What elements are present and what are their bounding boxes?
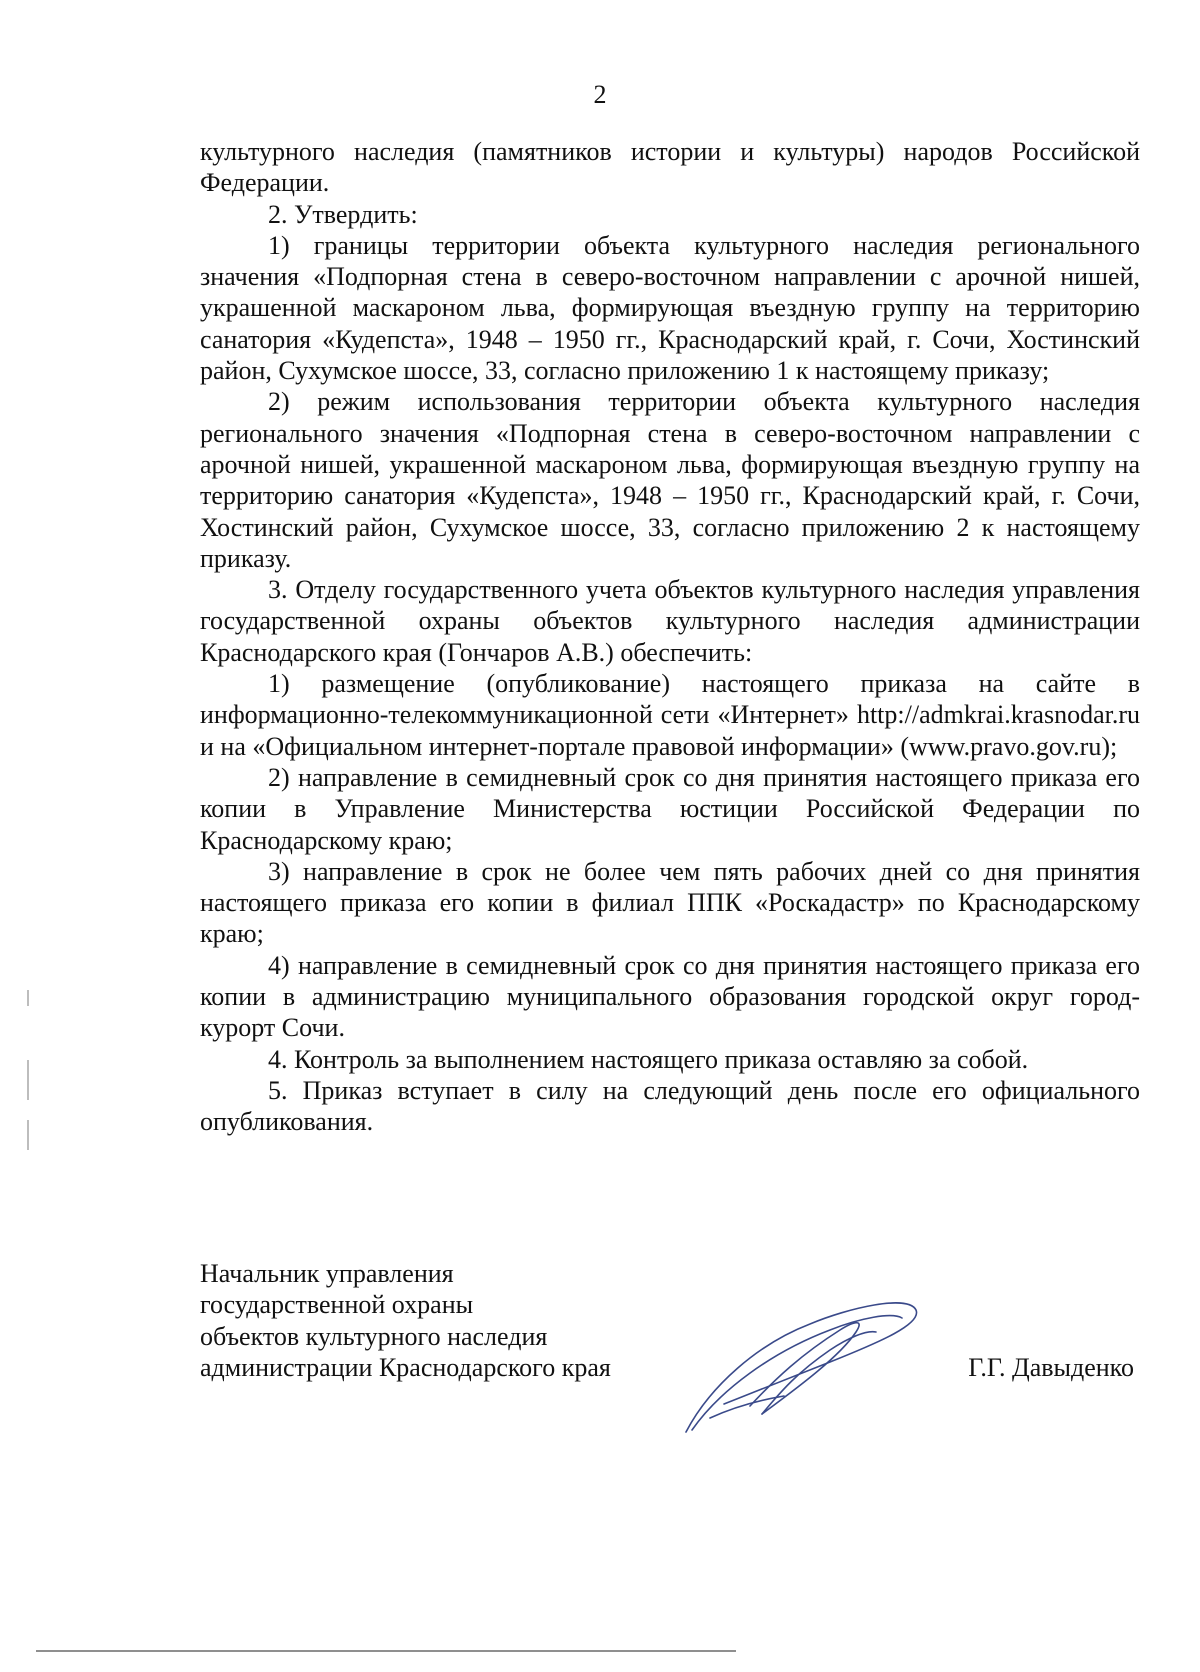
paragraph-item-4: 4. Контроль за выполнением настоящего приказа оставляю за собой.: [268, 1044, 1029, 1074]
paragraph-item-3-4: 4) направление в семидневный срок со дня принятия настоящего приказа его копии в администрацию муниципального образования городской округ город-курорт Сочи.: [200, 950, 1140, 1043]
document-body: [200, 136, 1140, 1138]
position-line: государственной охраны: [200, 1290, 474, 1320]
paragraph-item-3: 3. Отделу государственного учета объектов культурного наследия управления государственной охраны объектов культурного наследия администрации Краснодарского края (Гончаров А.В.) обеспечить:: [200, 575, 1140, 667]
scan-artifact-mark: [27, 990, 29, 1006]
paragraph-item-2-2: 2) режим использования территории объекта культурного наследия регионального значения «Подпорная стена в северо-восточном направлении с арочной нишей, украшенной маскароном льва, формирующая въездную группу на территорию санатория «Кудепста», 1948 – 1950 гг., Краснодарский край, г. Сочи, Хостинский район, Сухумское шоссе, 33, согласно приложению 2 к настоящему приказу.: [200, 387, 1140, 573]
scan-artifact-mark: [27, 1060, 29, 1100]
signatory-position: [200, 1258, 611, 1383]
paragraph-item-2-1: 1) границы территории объекта культурного наследия регионального значения «Подпорная стена в северо-восточном направлении с арочной нишей, украшенной маскароном льва, формирующая въездную группу на территорию санатория «Кудепста», 1948 – 1950 гг., Краснодарский край, г. Сочи, Хостинский район, Сухумское шоссе, 33, согласно приложению 1 к настоящему приказу;: [200, 230, 1140, 386]
paragraph-item-5: 5. Приказ вступает в силу на следующий день после его официального опубликования.: [200, 1075, 1140, 1137]
signer-name: Г.Г. Давыденко: [968, 1353, 1134, 1382]
handwritten-signature: [680, 1290, 950, 1440]
page-bottom-rule: [36, 1650, 736, 1652]
page-number: 2: [593, 80, 607, 109]
paragraph-item-2: 2. Утвердить:: [268, 199, 418, 229]
position-line: администрации Краснодарского края: [200, 1352, 611, 1382]
position-line: объектов культурного наследия: [200, 1321, 548, 1351]
paragraph-item-3-1: 1) размещение (опубликование) настоящего приказа на сайте в информационно-телекоммуникационной сети «Интернет» http://admkrai.krasnodar.ru и на «Официальном интернет-портале правовой информации» (www.pravo.gov.ru);: [200, 669, 1140, 761]
paragraph-item-3-3: 3) направление в срок не более чем пять рабочих дней со дня принятия настоящего приказа его копии в филиал ППК «Роскадастр» по Краснодарскому краю;: [200, 856, 1140, 949]
scan-artifact-mark: [27, 1120, 29, 1150]
paragraph-continuation: культурного наследия (памятников истории и культуры) народов Российской Федерации.: [200, 137, 1140, 198]
paragraph-item-3-2: 2) направление в семидневный срок со дня принятия настоящего приказа его копии в Управление Министерства юстиции Российской Федерации по Краснодарскому краю;: [200, 762, 1140, 855]
position-line: Начальник управления: [200, 1259, 454, 1288]
